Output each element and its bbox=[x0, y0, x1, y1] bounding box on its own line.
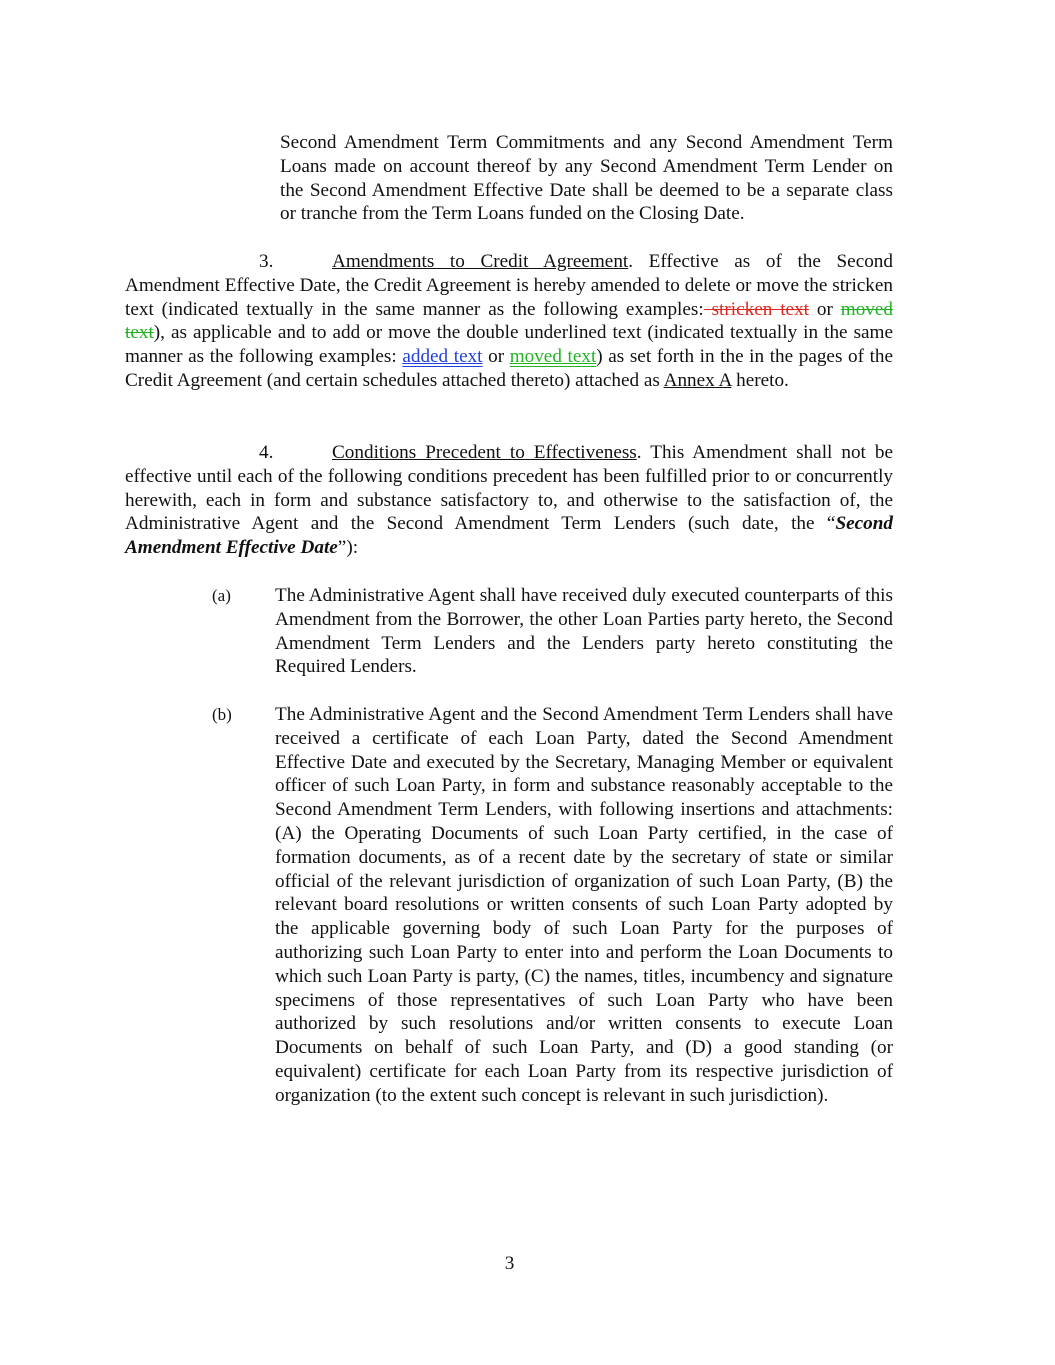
annex-reference: Annex A bbox=[663, 369, 732, 391]
section-3-or: or bbox=[809, 298, 841, 320]
continued-paragraph: Second Amendment Term Commitments and any Second Amendment Term Loans made on account thereof by any Second Amendment Term Lender on the Second Amendment Effective Date shall be deemed to be a separate class or tranche from the Term Loans funded on the Closing Date. bbox=[280, 132, 893, 225]
defined-term: Second Amendment Effective Date bbox=[125, 513, 893, 559]
condition-item-a bbox=[212, 584, 893, 679]
page-number: 3 bbox=[504, 1253, 515, 1274]
moved-added-text-example: moved text bbox=[509, 346, 597, 368]
stricken-text-example: stricken text bbox=[703, 298, 809, 320]
section-4-text: . This Amendment shall not be effective until each of the following conditions precedent has been fulfilled prior to or concurrently herewith, each in form and substance satisfactory to, and otherwise to the satisfaction of, the Administrative Agent and the Second Amendment Term Lenders (such date, the “ bbox=[125, 442, 893, 535]
item-text: The Administrative Agent and the Second Amendment Term Lenders shall have received a certificate of each Loan Party, dated the Second Amendment Effective Date and executed by the Secretary, Managing Member or equivalent officer of such Loan Party, in form and substance reasonably acceptable to the Second Amendment Term Lenders, with following insertions and attachments: (A) the Operating Documents of such Loan Party certified, in the case of formation documents, as of a recent date by the secretary of state or similar official of the relevant jurisdiction of organization of such Loan Party, (B) the relevant board resolutions or written consents of such Loan Party adopted by the applicable governing body of such Loan Party for the purposes of authorizing such Loan Party to enter into and perform the Loan Documents to which such Loan Party is party, (C) the names, titles, incumbency and signature specimens of those representatives of such Loan Party who have been authorized by such resolutions and/or written consents to execute Loan Documents on behalf of such Loan Party, and (D) a good standing (or equivalent) certificate for each Loan Party from its respective jurisdiction of organization (to the extent such concept is relevant in such jurisdiction). bbox=[275, 704, 893, 1106]
item-label: (b) bbox=[212, 705, 232, 724]
section-3-text: ), as applicable and to add or move the double underlined text (indicated textually in the same manner as the following examples: bbox=[125, 322, 893, 368]
section-3-paragraph bbox=[125, 250, 893, 393]
condition-item-b bbox=[212, 703, 893, 1108]
section-3-text: ) as set forth in the in the pages of the Credit Agreement (and certain schedules attached thereto) attached as bbox=[125, 346, 894, 391]
section-4-text: ”): bbox=[337, 537, 359, 559]
section-3-number: 3. bbox=[259, 251, 274, 272]
section-4-paragraph bbox=[125, 441, 893, 560]
added-text-example: added text bbox=[402, 346, 483, 368]
section-3-or: or bbox=[482, 346, 510, 368]
section-4-heading: Conditions Precedent to Effectiveness bbox=[332, 442, 637, 463]
section-4-number: 4. bbox=[259, 442, 274, 463]
section-3-text: . Effective as of the Second Amendment Effective Date, the Credit Agreement is hereby amended to delete or move the stricken text (indicated textually in the same manner as the following examples: bbox=[125, 251, 893, 320]
item-label: (a) bbox=[212, 586, 231, 605]
section-3-heading: Amendments to Credit Agreement bbox=[332, 251, 629, 272]
item-text: The Administrative Agent shall have received duly executed counterparts of this Amendment from the Borrower, the other Loan Parties party hereto, the Second Amendment Term Lenders and the Lenders party hereto constituting the Required Lenders. bbox=[275, 585, 893, 678]
moved-stricken-text-example: moved text bbox=[125, 298, 894, 344]
section-3-text: hereto. bbox=[731, 369, 789, 391]
